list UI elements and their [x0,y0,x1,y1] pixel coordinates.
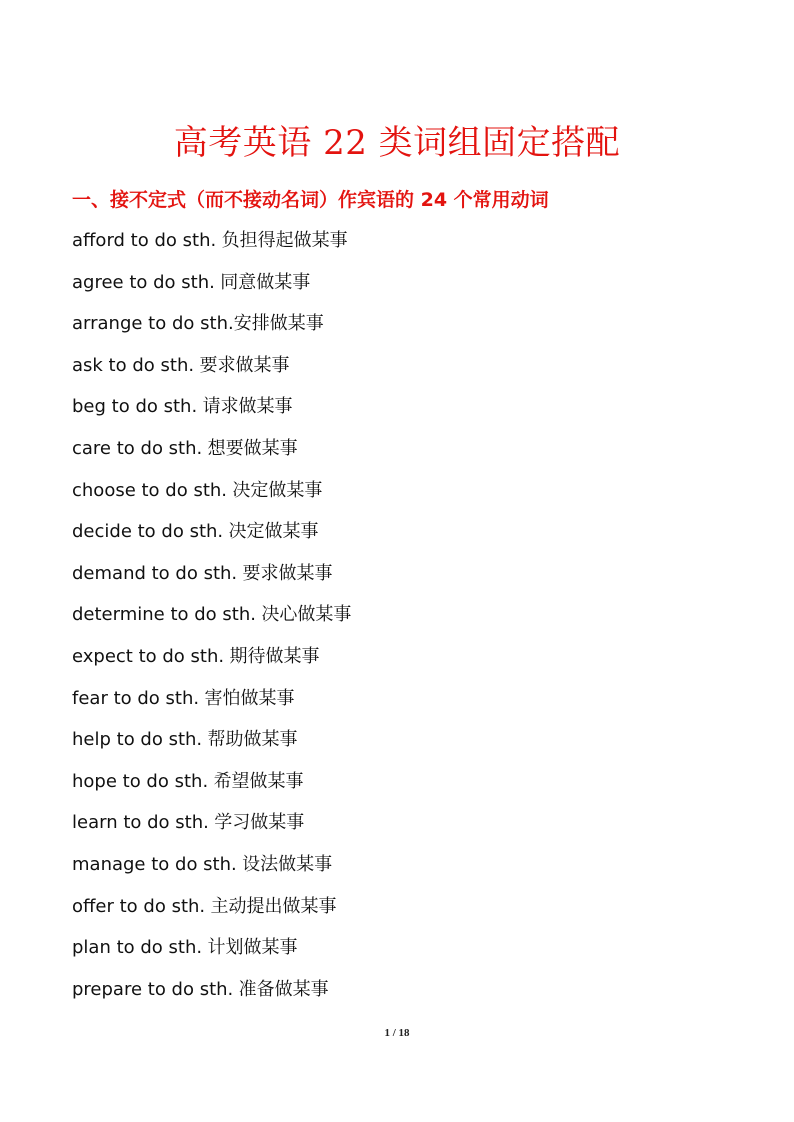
vocab-entry [72,559,351,601]
vocab-english: expect to do sth. [72,645,225,667]
vocab-english: learn to do sth. [72,812,209,834]
vocab-entry [72,725,351,767]
vocab-entry [72,850,351,892]
vocab-entry [72,392,351,434]
vocab-chinese: 同意做某事 [220,271,311,293]
vocab-entry [72,975,351,1017]
document-title: 高考英语 22 类词组固定搭配 [173,123,621,163]
vocab-chinese: 安排做某事 [233,313,324,335]
vocab-english: agree to do sth. [72,271,215,293]
vocab-entry [72,933,351,975]
vocab-chinese: 学习做某事 [214,812,305,834]
vocab-chinese: 准备做某事 [238,978,329,1000]
vocab-entry [72,600,351,642]
vocab-chinese: 决定做某事 [232,479,323,501]
vocab-entry [72,268,351,310]
vocab-chinese: 计划做某事 [207,937,298,959]
section-heading: 一、接不定式（而不接动名词）作宾语的 24 个常用动词 [72,189,549,211]
vocab-entry [72,517,351,559]
vocab-english: decide to do sth. [72,521,224,543]
vocab-entry [72,892,351,934]
vocab-chinese: 要求做某事 [242,562,333,584]
vocab-entry [72,351,351,393]
vocab-english: demand to do sth. [72,562,238,584]
vocab-english: plan to do sth. [72,937,203,959]
vocab-english: fear to do sth. [72,687,200,709]
vocab-english: help to do sth. [72,729,203,751]
vocab-chinese: 帮助做某事 [207,729,298,751]
vocab-entry [72,309,351,351]
vocab-chinese: 请求做某事 [202,396,293,418]
vocab-english: hope to do sth. [72,770,209,792]
vocab-entry [72,476,351,518]
vocab-chinese: 主动提出做某事 [210,895,337,917]
vocab-english: determine to do sth. [72,604,256,626]
vocab-entry [72,642,351,684]
vocab-english: beg to do sth. [72,396,198,418]
vocab-english: ask to do sth. [72,354,195,376]
vocab-entry [72,684,351,726]
page-number: 1 / 18 [384,1027,410,1039]
vocab-entry [72,808,351,850]
vocab-entry [72,767,351,809]
vocab-english: choose to do sth. [72,479,228,501]
vocab-entry [72,434,351,476]
vocab-english: afford to do sth. [72,230,217,251]
vocab-chinese: 希望做某事 [213,770,304,792]
vocab-chinese: 害怕做某事 [204,687,295,709]
vocab-english: arrange to do sth. [72,313,234,335]
vocab-english: manage to do sth. [72,853,237,875]
vocab-chinese: 决心做某事 [261,604,352,626]
vocabulary-list [72,226,351,1016]
vocab-chinese: 要求做某事 [199,354,290,376]
vocab-chinese: 想要做某事 [207,437,298,459]
vocab-entry [72,226,351,268]
vocab-chinese: 设法做某事 [242,853,333,875]
vocab-chinese: 决定做某事 [228,521,319,543]
vocab-english: prepare to do sth. [72,978,234,1000]
vocab-english: care to do sth. [72,437,203,459]
vocab-chinese: 负担得起做某事 [221,230,348,251]
vocab-english: offer to do sth. [72,895,206,917]
vocab-chinese: 期待做某事 [229,645,320,667]
